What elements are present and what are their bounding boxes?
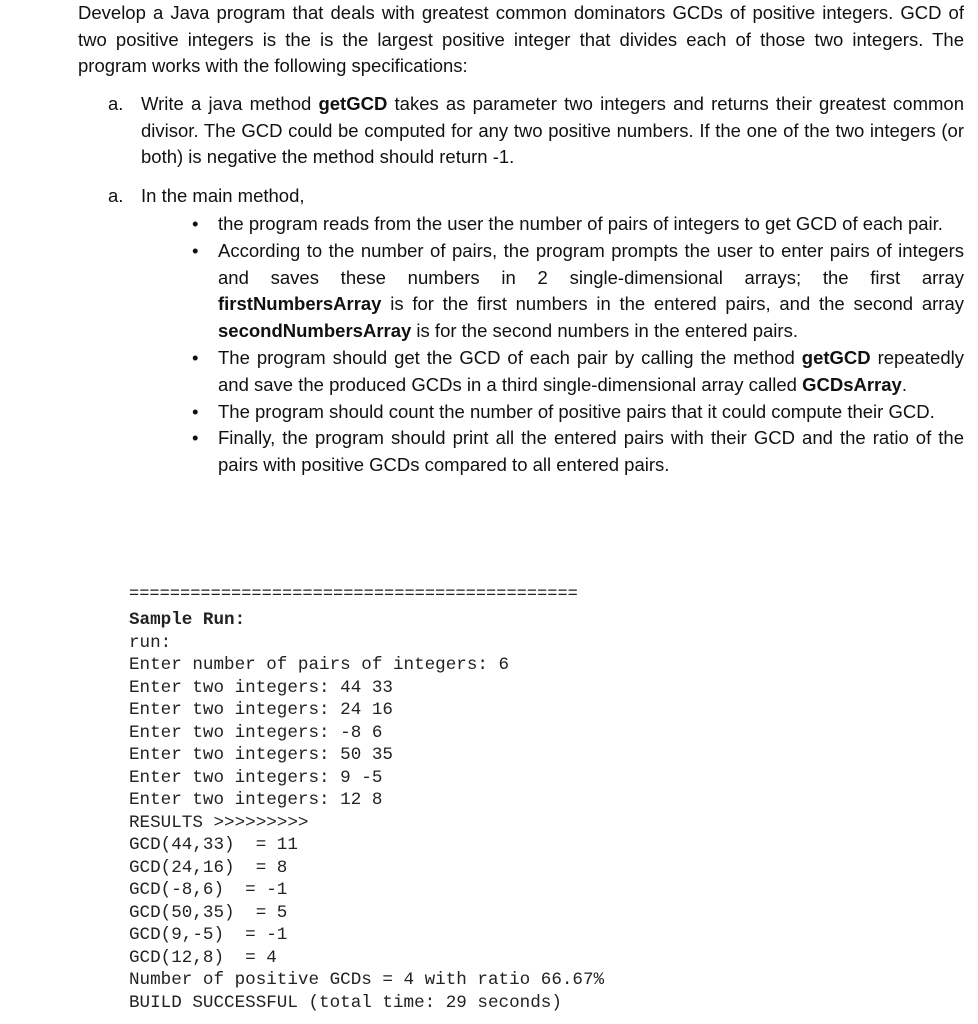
- console-line: Enter two integers: 9 -5: [129, 767, 383, 788]
- console-line: Enter number of pairs of integers: 6: [129, 655, 510, 675]
- requirement-b: [108, 183, 964, 210]
- bullet-icon: •: [192, 239, 199, 261]
- bullet-text: repeatedly and save the produced GCDs in a third single-dimensional array called: [218, 346, 964, 395]
- console-line: GCD(44,33) = 11: [129, 835, 298, 855]
- bullet-icon: •: [192, 213, 199, 234]
- bullet-item: [190, 238, 964, 345]
- console-line: Enter two integers: 44 33: [129, 677, 393, 698]
- requirement-b-marker: a.: [108, 185, 124, 206]
- requirement-a-pre: Write a java method: [141, 93, 319, 114]
- bullet-text: According to the number of pairs, the program prompts the user to enter pairs of integers and saves these numbers in 2 single-dimensional arrays; the first array: [218, 239, 964, 288]
- bullet-item: [190, 425, 964, 479]
- sample-run-output: [129, 609, 604, 1014]
- requirement-a-marker: a.: [108, 93, 124, 114]
- bullet-icon: •: [192, 427, 199, 449]
- bullet-item: [190, 345, 964, 399]
- console-line: GCD(50,35) = 5: [129, 902, 288, 923]
- console-line: Enter two integers: -8 6: [129, 722, 383, 743]
- method-name-getgcd: getGCD: [318, 93, 388, 114]
- console-line: BUILD SUCCESSFUL (total time: 29 seconds): [129, 992, 562, 1013]
- array-name-gcds: GCDsArray: [802, 373, 902, 395]
- bullet-text: .: [901, 373, 907, 395]
- console-line: RESULTS >>>>>>>>>: [129, 812, 309, 833]
- array-name-second: secondNumbersArray: [218, 320, 412, 342]
- requirement-a-post: takes as parameter two integers and returns their greatest common divisor. The GCD could be computed for any two positive numbers. If the one of the two integers (or both) is negative the method should return -1.: [141, 93, 964, 167]
- method-name-getgcd: getGCD: [801, 346, 871, 368]
- main-method-bullet-list: [190, 211, 964, 479]
- requirement-a: [108, 91, 964, 171]
- bullet-text: the program reads from the user the number of pairs of integers to get GCD of each pair.: [218, 213, 943, 234]
- console-line: run:: [129, 632, 172, 653]
- console-line: Enter two integers: 50 35: [129, 745, 393, 765]
- intro-paragraph: Develop a Java program that deals with greatest common dominators GCDs of positive integers. GCD of two positive integers is the is the largest positive integer that divides each of those two integers. The program works with the following specifications:: [78, 2, 964, 76]
- sample-run-title: Sample Run:: [129, 610, 246, 630]
- console-line: Number of positive GCDs = 4 with ratio 66.67%: [129, 970, 605, 990]
- bullet-icon: •: [192, 346, 199, 368]
- array-name-first: firstNumbersArray: [218, 293, 382, 315]
- requirement-a-text: [141, 91, 964, 171]
- bullet-item: [190, 399, 964, 426]
- bullet-text: is for the first numbers in the entered pairs, and the second array: [381, 293, 964, 315]
- separator-line: ============================================: [129, 588, 578, 602]
- console-line: GCD(9,-5) = -1: [129, 925, 288, 945]
- console-line: Enter two integers: 24 16: [129, 700, 393, 720]
- bullet-icon: •: [192, 400, 199, 422]
- bullet-item: [190, 211, 964, 238]
- console-line: GCD(12,8) = 4: [129, 947, 277, 968]
- console-line: Enter two integers: 12 8: [129, 790, 383, 810]
- bullet-text: The program should count the number of positive pairs that it could compute their GCD.: [218, 400, 935, 422]
- console-line: GCD(24,16) = 8: [129, 857, 288, 878]
- bullet-text: Finally, the program should print all the entered pairs with their GCD and the ratio of the pairs with positive GCDs compared to all entered pairs.: [218, 427, 964, 476]
- requirement-b-text: In the main method,: [141, 185, 305, 206]
- bullet-text: The program should get the GCD of each pair by calling the method: [218, 346, 802, 368]
- bullet-text: is for the second numbers in the entered pairs.: [411, 320, 798, 342]
- console-line: GCD(-8,6) = -1: [129, 880, 288, 900]
